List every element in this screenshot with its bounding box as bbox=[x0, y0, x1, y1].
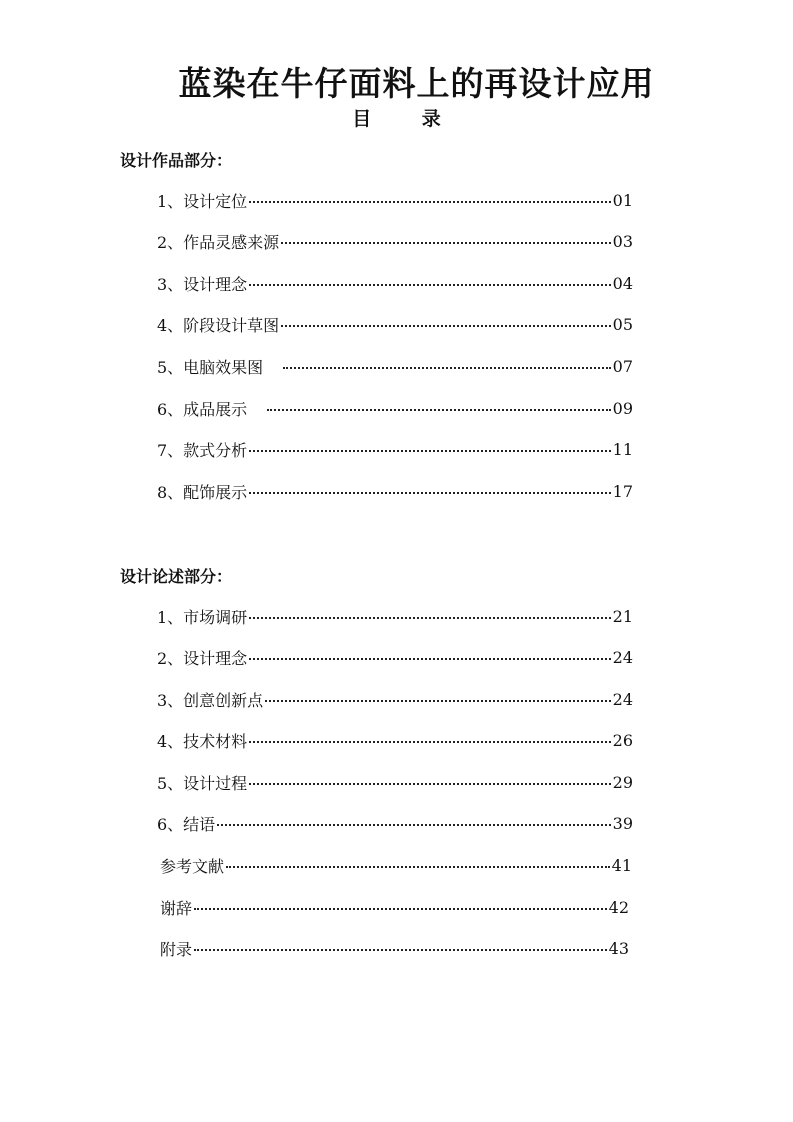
toc-entry[interactable] bbox=[157, 687, 633, 711]
toc-entry-page: 03 bbox=[612, 231, 633, 251]
toc-entry-page: 43 bbox=[608, 938, 629, 958]
toc-entry-label: 5、设计过程 bbox=[157, 773, 248, 793]
toc-entry-page: 07 bbox=[612, 356, 633, 376]
toc-entry[interactable] bbox=[157, 271, 633, 295]
toc-entry-page: 09 bbox=[612, 398, 633, 418]
toc-leader-dots bbox=[281, 242, 610, 244]
toc-leader-dots bbox=[283, 367, 610, 369]
toc-leader-dots bbox=[267, 409, 610, 411]
toc-entry-label: 2、作品灵感来源 bbox=[157, 232, 280, 252]
toc-entry[interactable] bbox=[157, 645, 633, 669]
toc-entry[interactable] bbox=[157, 437, 633, 461]
toc-entry-page: 21 bbox=[612, 606, 633, 626]
toc-entry-page: 42 bbox=[608, 897, 629, 917]
section-heading-essay: 设计论述部分： bbox=[120, 567, 233, 586]
toc-entry[interactable] bbox=[157, 728, 633, 752]
toc-subtitle: 目 录 bbox=[352, 108, 463, 130]
toc-entry-page: 05 bbox=[612, 314, 633, 334]
toc-entry-label: 4、技术材料 bbox=[157, 731, 248, 751]
toc-leader-dots bbox=[226, 866, 610, 868]
toc-entry-label: 3、创意创新点 bbox=[157, 690, 264, 710]
toc-entry[interactable] bbox=[157, 354, 633, 378]
document-title: 蓝染在牛仔面料上的再设计应用 bbox=[178, 64, 655, 103]
section-heading-works: 设计作品部分： bbox=[120, 151, 233, 170]
toc-entry-page: 24 bbox=[612, 647, 633, 667]
toc-leader-dots bbox=[281, 325, 610, 327]
toc-entry[interactable] bbox=[160, 853, 632, 877]
toc-entry[interactable] bbox=[157, 188, 633, 212]
toc-leader-dots bbox=[194, 949, 607, 951]
toc-leader-dots bbox=[249, 201, 610, 203]
toc-entry-label: 1、设计定位 bbox=[157, 191, 248, 211]
toc-leader-dots bbox=[249, 284, 610, 286]
toc-entry-page: 01 bbox=[612, 190, 633, 210]
toc-entry-label: 5、电脑效果图 bbox=[157, 357, 264, 377]
toc-entry-page: 39 bbox=[612, 813, 633, 833]
toc-entry-label: 参考文献 bbox=[160, 856, 225, 876]
toc-entry[interactable] bbox=[157, 396, 633, 420]
toc-entry[interactable] bbox=[157, 770, 633, 794]
toc-entry-label: 1、市场调研 bbox=[157, 607, 248, 627]
toc-entry-label: 6、成品展示 bbox=[157, 399, 248, 419]
toc-entry-page: 24 bbox=[612, 689, 633, 709]
toc-leader-dots bbox=[249, 741, 610, 743]
toc-entry-page: 26 bbox=[612, 730, 633, 750]
toc-leader-dots bbox=[249, 492, 610, 494]
toc-leader-dots bbox=[249, 617, 610, 619]
toc-entry[interactable] bbox=[157, 229, 633, 253]
toc-entry-label: 附录 bbox=[160, 939, 193, 959]
toc-leader-dots bbox=[217, 824, 610, 826]
toc-entry-label: 4、阶段设计草图 bbox=[157, 315, 280, 335]
toc-entry[interactable] bbox=[160, 936, 629, 960]
toc-entry-label: 6、结语 bbox=[157, 814, 216, 834]
toc-leader-dots bbox=[265, 700, 610, 702]
toc-entry[interactable] bbox=[160, 895, 629, 919]
toc-entry[interactable] bbox=[157, 604, 633, 628]
toc-entry-page: 41 bbox=[611, 855, 632, 875]
toc-entry-label: 2、设计理念 bbox=[157, 648, 248, 668]
toc-entry-page: 04 bbox=[612, 273, 633, 293]
toc-entry[interactable] bbox=[157, 811, 633, 835]
toc-entry-label: 8、配饰展示 bbox=[157, 482, 248, 502]
toc-entry-label: 7、款式分析 bbox=[157, 440, 248, 460]
toc-leader-dots bbox=[249, 783, 610, 785]
toc-entry-label: 3、设计理念 bbox=[157, 274, 248, 294]
toc-entry-page: 11 bbox=[612, 439, 633, 459]
toc-entry-page: 29 bbox=[612, 772, 633, 792]
toc-leader-dots bbox=[249, 658, 610, 660]
toc-entry-label: 谢辞 bbox=[160, 898, 193, 918]
toc-leader-dots bbox=[249, 450, 610, 452]
toc-entry-page: 17 bbox=[612, 481, 633, 501]
toc-entry[interactable] bbox=[157, 479, 633, 503]
toc-entry[interactable] bbox=[157, 312, 633, 336]
toc-leader-dots bbox=[194, 908, 607, 910]
